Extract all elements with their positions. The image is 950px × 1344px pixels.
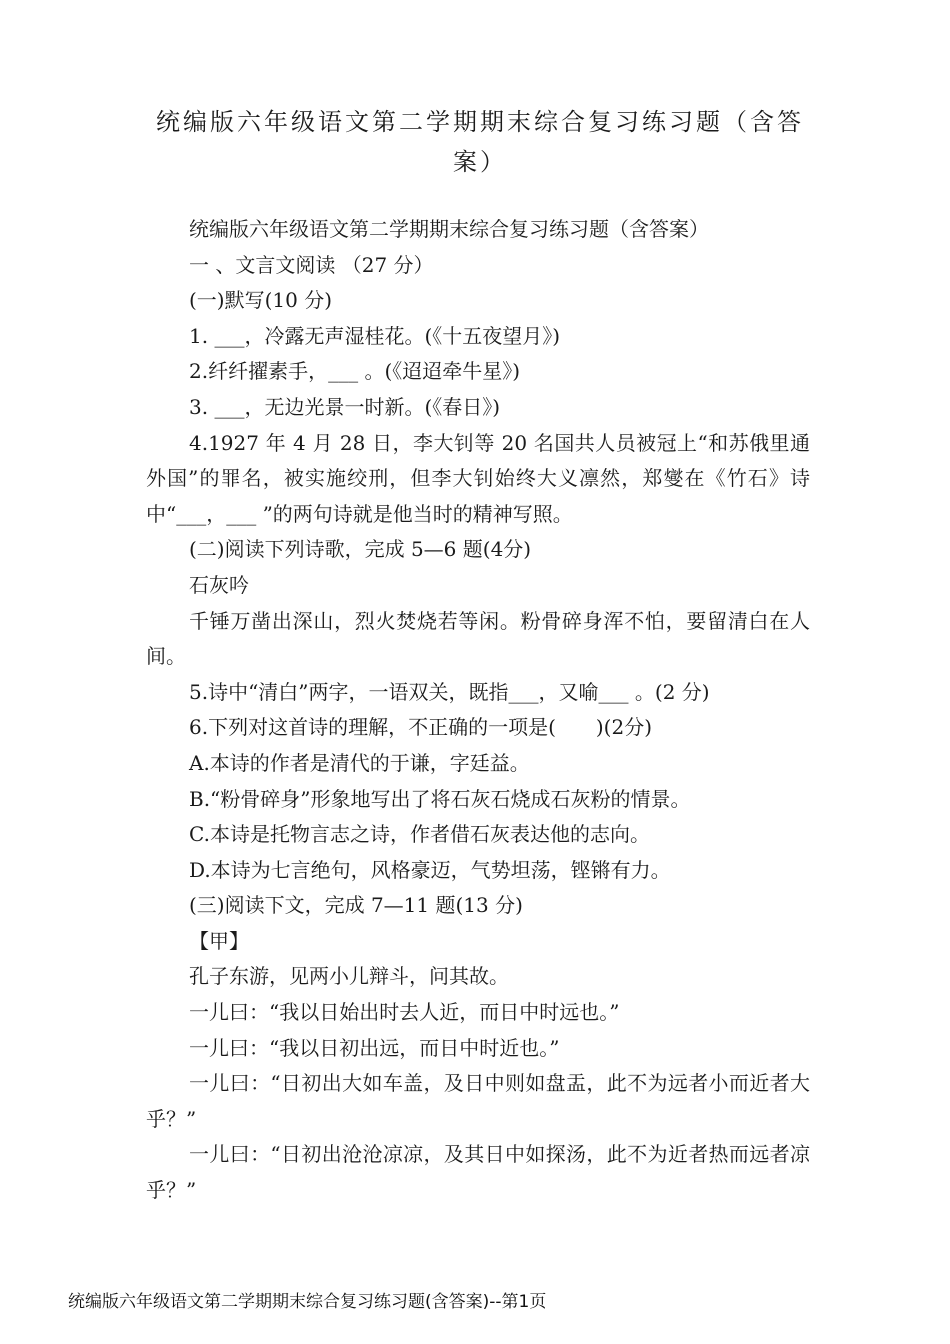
option-c: C.本诗是托物言志之诗，作者借石灰表达他的志向。	[189, 822, 650, 847]
subsection-heading: (二)阅读下列诗歌，完成 5—6 题(4分)	[189, 537, 532, 562]
poem-text: 千锤万凿出深山，烈火焚烧若等闲。粉骨碎身浑不怕，要留清白在人间。	[146, 608, 810, 669]
poem-title: 石灰吟	[189, 572, 249, 597]
question-2: 2.纤纤擢素手，___ 。(《迢迢牵牛星》)	[189, 359, 521, 384]
option-b: B.“粉骨碎身”形象地写出了将石灰石烧成石灰粉的情景。	[189, 786, 691, 811]
document-body	[146, 212, 810, 1209]
option-d: D.本诗为七言绝句，风格豪迈，气势坦荡，铿锵有力。	[189, 857, 671, 882]
passage-line: 一儿曰：“我以日始出时去人近，而日中时远也。”	[189, 1000, 620, 1025]
passage-line: 一儿曰：“日初出大如车盖，及日中则如盘盂，此不为远者小而近者大乎？”	[146, 1071, 810, 1131]
passage-line: 一儿曰：“日初出沧沧凉凉，及其日中如探汤，此不为近者热而远者凉乎？”	[146, 1142, 810, 1203]
question-6: 6.下列对这首诗的理解，不正确的一项是( )(2分)	[189, 715, 653, 740]
question-4: 4.1927 年 4 月 28 日，李大钊等 20 名国共人员被冠上“和苏俄里通外国”的罪名，被实施绞刑，但李大钊始终大义凛然，郑燮在《竹石》诗中“___，___ ”的两句诗就是他当时的精神写照。	[146, 430, 810, 526]
passage-label: 【甲】	[189, 928, 249, 953]
passage-line: 孔子东游，见两小儿辩斗，问其故。	[189, 964, 509, 989]
question-1: 1. ___，冷露无声湿桂花。(《十五夜望月》)	[189, 323, 561, 348]
document-subtitle: 统编版六年级语文第二学期期末综合复习练习题（含答案）	[189, 217, 709, 241]
passage-line: 一儿曰：“我以日初出远，而日中时近也。”	[189, 1035, 560, 1060]
question-3: 3. ___，无边光景一时新。(《春日》)	[189, 394, 501, 419]
option-a: A.本诗的作者是清代的于谦，字廷益。	[189, 750, 530, 775]
page-footer: 统编版六年级语文第二学期期末综合复习练习题(含答案)--第1页	[68, 1292, 547, 1312]
subsection-heading: (三)阅读下文，完成 7—11 题(13 分)	[189, 893, 523, 918]
question-5: 5.诗中“清白”两字，一语双关，既指___，又喻___ 。(2 分)	[189, 679, 710, 704]
page-title: 统编版六年级语文第二学期期末综合复习练习题（含答案）	[156, 108, 804, 176]
subsection-heading: (一)默写(10 分)	[189, 288, 333, 313]
section-heading: 一 、文言文阅读 （27 分）	[189, 252, 434, 277]
